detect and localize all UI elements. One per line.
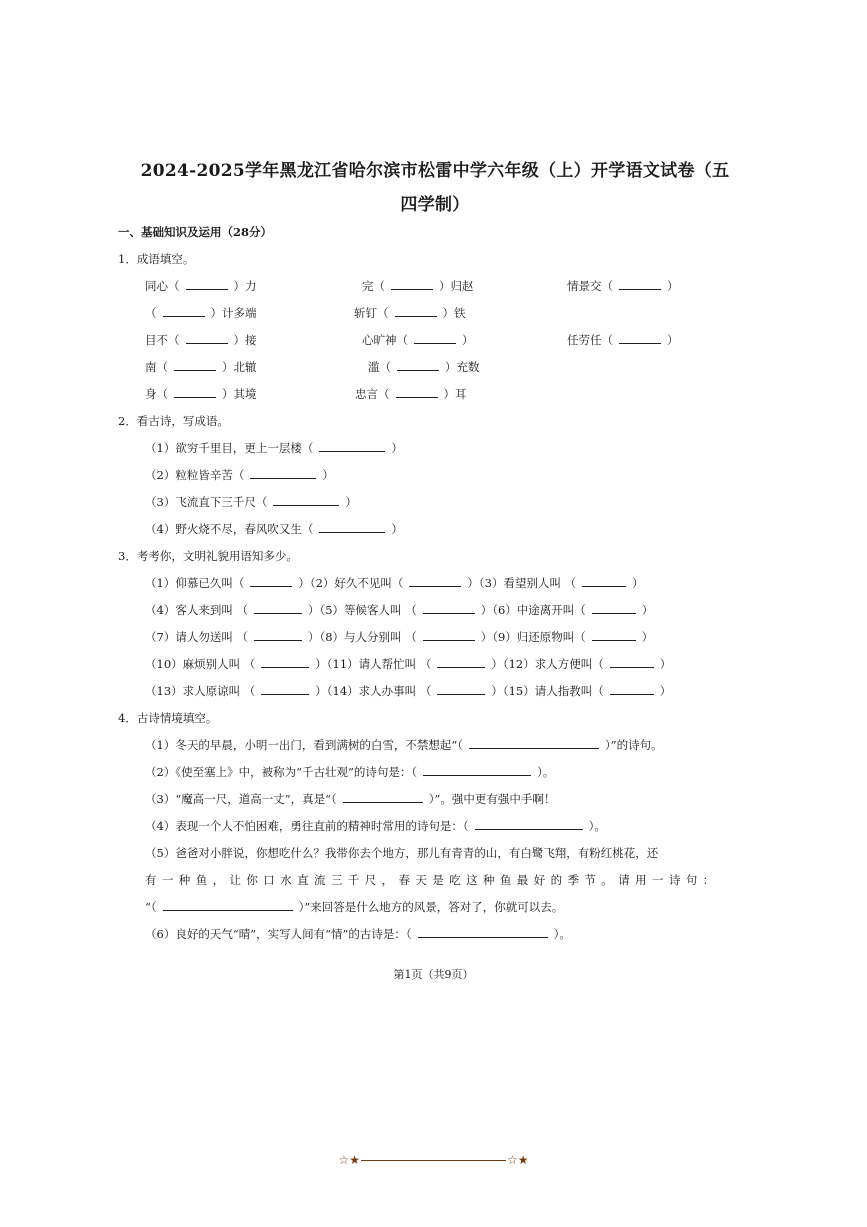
answer-blank[interactable] — [254, 631, 302, 641]
answer-blank[interactable] — [437, 658, 485, 668]
section-heading: 一、基础知识及运用（28分） — [118, 225, 273, 239]
answer-blank[interactable] — [186, 280, 228, 290]
idiom-item: 身（ ）其境 — [145, 387, 257, 401]
etiquette-row: （1）仰慕已久叫（ ）（2）好久不见叫（ ）（3）看望别人叫 （ ） — [145, 576, 644, 590]
question-4-prompt: 4．古诗情境填空。 — [118, 711, 218, 725]
answer-blank[interactable] — [395, 307, 437, 317]
answer-blank[interactable] — [592, 631, 636, 641]
answer-blank[interactable] — [174, 388, 216, 398]
answer-blank[interactable] — [343, 793, 423, 803]
answer-blank[interactable] — [592, 604, 636, 614]
poem-context-item: （3）“魔高一尺，道高一丈”，真是“（ ）”。强中更有强中手啊！ — [145, 792, 556, 806]
answer-blank[interactable] — [423, 631, 475, 641]
answer-blank[interactable] — [418, 928, 548, 938]
answer-blank[interactable] — [254, 604, 302, 614]
decorative-divider — [0, 1153, 867, 1167]
answer-blank[interactable] — [610, 685, 654, 695]
poem-context-item: （6）良好的天气“晴”，实写人间有“情”的古诗是：（ ）。 — [145, 927, 571, 941]
idiom-item: 斩钉（ ）铁 — [354, 306, 466, 320]
idiom-item: 心旷神（ ） — [362, 333, 474, 347]
question-2-prompt: 2．看古诗，写成语。 — [118, 414, 229, 428]
idiom-item: 任劳任（ ） — [567, 333, 679, 347]
answer-blank[interactable] — [261, 685, 309, 695]
idiom-item: （ ）计多端 — [145, 306, 257, 320]
poem-item: （1）欲穷千里目，更上一层楼（ ） — [145, 441, 403, 455]
star-icon: ☆★ — [338, 1153, 360, 1167]
answer-blank[interactable] — [397, 361, 439, 371]
divider-line — [361, 1160, 506, 1161]
answer-blank[interactable] — [475, 820, 583, 830]
answer-blank[interactable] — [610, 658, 654, 668]
idiom-item: 情景交（ ） — [567, 279, 679, 293]
idiom-item: 南（ ）北辙 — [145, 360, 257, 374]
answer-blank[interactable] — [423, 766, 531, 776]
poem-item: （2）粒粒皆辛苦（ ） — [145, 468, 334, 482]
answer-blank[interactable] — [319, 442, 385, 452]
answer-blank[interactable] — [423, 604, 475, 614]
poem-item: （3）飞流直下三千尺（ ） — [145, 495, 357, 509]
etiquette-row: （7）请人勿送叫 （ ）（8）与人分别叫 （ ）（9）归还原物叫（ ） — [145, 630, 654, 644]
answer-blank[interactable] — [396, 388, 438, 398]
question-1-prompt: 1．成语填空。 — [118, 252, 195, 266]
idiom-item: 忠言（ ）耳 — [355, 387, 467, 401]
answer-blank[interactable] — [319, 523, 385, 533]
poem-item: （4）野火烧不尽，春风吹又生（ ） — [145, 522, 403, 536]
answer-blank[interactable] — [163, 307, 205, 317]
answer-blank[interactable] — [163, 901, 293, 911]
poem-context-item: （4）表现一个人不怕困难，勇往直前的精神时常用的诗句是：（ ）。 — [145, 819, 606, 833]
etiquette-row: （13）求人原谅叫 （ ）（14）求人办事叫 （ ）（15）请人指教叫（ ） — [145, 684, 672, 698]
page-number: 第1页（共9页） — [393, 968, 474, 981]
etiquette-row: （4）客人来到叫 （ ）（5）等候客人叫 （ ）（6）中途离开叫（ ） — [145, 603, 654, 617]
answer-blank[interactable] — [250, 577, 292, 587]
answer-blank[interactable] — [250, 469, 316, 479]
etiquette-row: （10）麻烦别人叫 （ ）（11）请人帮忙叫 （ ）（12）求人方便叫（ ） — [145, 657, 672, 671]
idiom-item: 同心（ ）力 — [145, 279, 257, 293]
answer-blank[interactable] — [261, 658, 309, 668]
exam-title-line2: 四学制） — [400, 195, 470, 215]
poem-context-item: （1）冬天的早晨，小明一出门，看到满树的白雪，不禁想起“（ ）”的诗句。 — [145, 738, 663, 752]
exam-title-line1: 2024-2025学年黑龙江省哈尔滨市松雷中学六年级（上）开学语文试卷（五 — [140, 161, 730, 181]
answer-blank[interactable] — [619, 280, 661, 290]
idiom-item: 目不（ ）接 — [145, 333, 257, 347]
answer-blank[interactable] — [391, 280, 433, 290]
answer-blank[interactable] — [469, 739, 599, 749]
answer-blank[interactable] — [273, 496, 339, 506]
poem-context-item-5-line2: 有一种鱼，让你口水直流三千尺，春天是吃这种鱼最好的季节。请用一诗句： — [145, 873, 720, 887]
answer-blank[interactable] — [174, 361, 216, 371]
answer-blank[interactable] — [414, 334, 456, 344]
star-icon: ☆★ — [507, 1153, 529, 1167]
poem-context-item: （2）《使至塞上》中，被称为“千古壮观”的诗句是：（ ）。 — [145, 765, 555, 779]
answer-blank[interactable] — [409, 577, 461, 587]
answer-blank[interactable] — [437, 685, 485, 695]
idiom-item: 完（ ）归赵 — [362, 279, 474, 293]
question-3-prompt: 3．考考你，文明礼貌用语知多少。 — [118, 549, 298, 563]
answer-blank[interactable] — [186, 334, 228, 344]
poem-context-item-5-line3: “（ ）”来回答是什么地方的风景，答对了，你就可以去。 — [145, 900, 564, 914]
idiom-item: 滥（ ）充数 — [368, 360, 480, 374]
answer-blank[interactable] — [582, 577, 626, 587]
poem-context-item-5-line1: （5）爸爸对小胖说，你想吃什么？我带你去个地方，那儿有青青的山，有白鹭飞翔，有粉红桃花，还 — [145, 846, 659, 860]
answer-blank[interactable] — [619, 334, 661, 344]
